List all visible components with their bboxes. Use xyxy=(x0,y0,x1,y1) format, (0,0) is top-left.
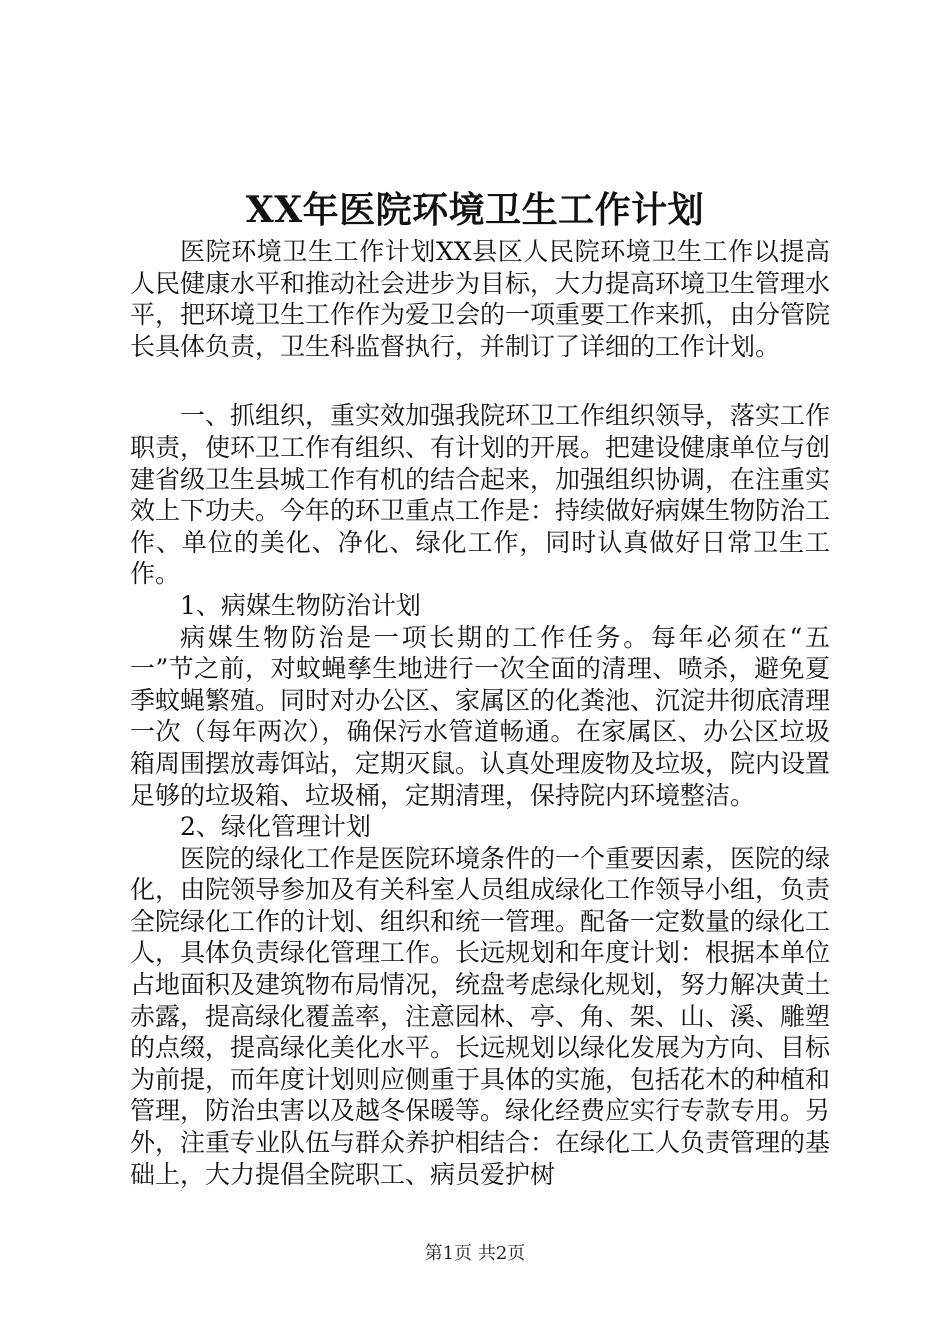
paragraph-spacer xyxy=(130,362,830,400)
document-title: XX年医院环境卫生工作计划 xyxy=(245,189,705,231)
vector-control-paragraph: 病媒生物防治是一项长期的工作任务。每年必须在“五一”节之前，对蚊蝇孳生地进行一次全面的清理、喷杀，避免夏季蚊蝇繁殖。同时对办公区、家属区的化粪池、沉淀井彻底清理一次（每年两次），确保污水管道畅通。在家属区、办公区垃圾箱周围摆放毒饵站，定期灭鼠。认真处理废物及垃圾，院内设置足够的垃圾箱、垃圾桶，定期清理，保持院内环境整洁。 xyxy=(130,622,831,810)
subsection-heading-greening: 2、绿化管理计划 xyxy=(180,812,371,842)
greening-paragraph: 医院的绿化工作是医院环境条件的一个重要因素，医院的绿化，由院领导参加及有关科室人员组成绿化工作领导小组，负责全院绿化工作的计划、组织和统一管理。配备一定数量的绿化工人，具体负责绿化管理工作。长远规划和年度计划：根据本单位占地面积及建筑物布局情况，统盘考虑绿化规划，努力解决黄土赤露，提高绿化覆盖率，注意园林、亭、角、架、山、溪、雕塑的点缀，提高绿化美化水平。长远规划以绿化发展为方向、目标为前提，而年度计划则应侧重于具体的实施，包括花木的种植和管理，防治虫害以及越冬保暖等。绿化经费应实行专款专用。另外，注重专业队伍与群众养护相结合：在绿化工人负责管理的基础上，大力提倡全院职工、病员爱护树 xyxy=(130,843,831,1189)
intro-paragraph: 医院环境卫生工作计划XX县区人民院环境卫生工作以提高人民健康水平和推动社会进步为目标，大力提高环境卫生管理水平，把环境卫生工作作为爱卫会的一项重要工作来抓，由分管院长具体负责，卫生科监督执行，并制订了详细的工作计划。 xyxy=(130,237,831,361)
subsection-heading-vector-control: 1、病媒生物防治计划 xyxy=(180,590,421,620)
page-footer: 第1页 共2页 xyxy=(424,1243,526,1264)
section-one-paragraph: 一、抓组织，重实效加强我院环卫工作组织领导，落实工作职责，使环卫工作有组织、有计划的开展。把建设健康单位与创建省级卫生县城工作有机的结合起来，加强组织协调，在注重实效上下功夫。今年的环卫重点工作是：持续做好病媒生物防治工作、单位的美化、净化、绿化工作，同时认真做好日常卫生工作。 xyxy=(130,401,831,589)
document-body xyxy=(130,236,830,1190)
